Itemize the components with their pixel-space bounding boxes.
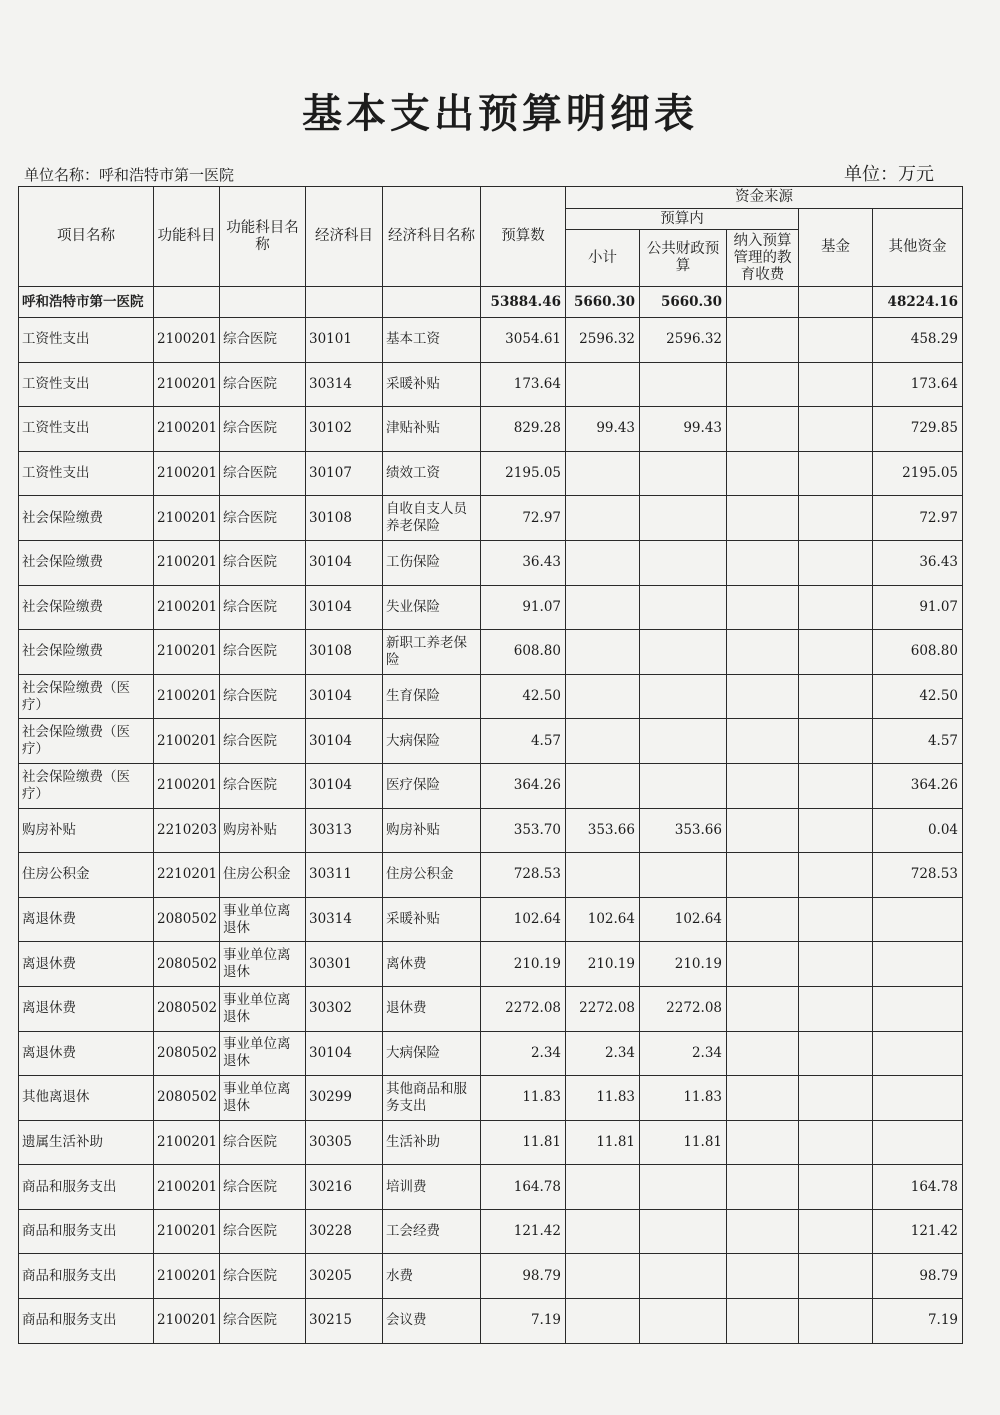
cell-budget: 210.19 (481, 942, 566, 987)
cell-other: 729.85 (873, 407, 963, 452)
cell-func-name: 事业单位离退休 (220, 986, 306, 1031)
cell-fund (799, 1165, 873, 1210)
cell-func-code: 2080502 (154, 986, 220, 1031)
cell-func-code: 2100201 (154, 362, 220, 407)
cell-edu (727, 318, 799, 363)
cell-subtotal (566, 585, 640, 630)
cell-edu (727, 540, 799, 585)
cell-subtotal (566, 763, 640, 808)
cell-subtotal (566, 1209, 640, 1254)
cell-func-code: 2080502 (154, 942, 220, 987)
cell-budget: 121.42 (481, 1209, 566, 1254)
cell-project-name: 离退休费 (19, 1031, 154, 1076)
cell-edu (727, 1254, 799, 1299)
cell-econ-code: 30301 (306, 942, 383, 987)
cell-func-name: 综合医院 (220, 1254, 306, 1299)
cell-subtotal (566, 674, 640, 719)
cell-fund (799, 1031, 873, 1076)
cell-public: 210.19 (640, 942, 727, 987)
cell-func-code: 2100201 (154, 719, 220, 764)
cell-func-name: 购房补贴 (220, 808, 306, 853)
cell-econ-code: 30104 (306, 674, 383, 719)
cell-project-name: 离退休费 (19, 897, 154, 942)
total-row (19, 287, 963, 318)
cell-project-name: 离退休费 (19, 986, 154, 1031)
cell-fund (799, 853, 873, 898)
cell-subtotal: 99.43 (566, 407, 640, 452)
header-econ-name: 经济科目名称 (383, 187, 481, 287)
cell-econ-name: 大病保险 (383, 1031, 481, 1076)
cell-fund (799, 942, 873, 987)
cell-edu (727, 942, 799, 987)
total-public: 5660.30 (640, 287, 727, 318)
cell-edu (727, 451, 799, 496)
cell-budget: 364.26 (481, 763, 566, 808)
cell-subtotal (566, 540, 640, 585)
cell-econ-code: 30104 (306, 1031, 383, 1076)
cell-fund (799, 585, 873, 630)
table-row (19, 496, 963, 541)
cell-econ-code: 30104 (306, 540, 383, 585)
table-row (19, 407, 963, 452)
cell-edu (727, 1031, 799, 1076)
header-edu: 纳入预算管理的教育收费 (727, 230, 799, 287)
cell-other (873, 1120, 963, 1165)
cell-public (640, 630, 727, 675)
cell-public (640, 1209, 727, 1254)
cell-fund (799, 362, 873, 407)
cell-edu (727, 585, 799, 630)
cell-public: 2596.32 (640, 318, 727, 363)
cell-subtotal (566, 853, 640, 898)
cell-other: 458.29 (873, 318, 963, 363)
cell-econ-code: 30314 (306, 362, 383, 407)
cell-project-name: 商品和服务支出 (19, 1165, 154, 1210)
cell-budget: 173.64 (481, 362, 566, 407)
cell-other: 173.64 (873, 362, 963, 407)
cell-public (640, 719, 727, 764)
cell-project-name: 商品和服务支出 (19, 1209, 154, 1254)
cell-subtotal (566, 630, 640, 675)
table-row (19, 1254, 963, 1299)
cell-budget: 608.80 (481, 630, 566, 675)
cell-fund (799, 451, 873, 496)
cell-func-name: 综合医院 (220, 1209, 306, 1254)
cell-econ-name: 生育保险 (383, 674, 481, 719)
cell-public (640, 674, 727, 719)
cell-budget: 102.64 (481, 897, 566, 942)
cell-econ-name: 培训费 (383, 1165, 481, 1210)
cell-subtotal: 2272.08 (566, 986, 640, 1031)
currency-unit-label: 单位：万元 (844, 164, 934, 185)
cell-edu (727, 1120, 799, 1165)
cell-other: 364.26 (873, 763, 963, 808)
cell-func-name: 综合医院 (220, 719, 306, 764)
cell-econ-code: 30101 (306, 318, 383, 363)
cell-project-name: 商品和服务支出 (19, 1254, 154, 1299)
cell-econ-name: 津贴补贴 (383, 407, 481, 452)
cell-project-name: 社会保险缴费 (19, 496, 154, 541)
table-row (19, 1209, 963, 1254)
cell-other: 42.50 (873, 674, 963, 719)
header-project: 项目名称 (19, 187, 154, 287)
cell-func-name: 综合医院 (220, 1165, 306, 1210)
cell-econ-name: 医疗保险 (383, 763, 481, 808)
cell-func-code: 2080502 (154, 1031, 220, 1076)
cell-other: 0.04 (873, 808, 963, 853)
cell-func-code: 2100201 (154, 674, 220, 719)
cell-econ-name: 工会经费 (383, 1209, 481, 1254)
cell-public (640, 362, 727, 407)
cell-project-name: 工资性支出 (19, 407, 154, 452)
cell-func-name: 综合医院 (220, 496, 306, 541)
cell-econ-code: 30104 (306, 719, 383, 764)
total-name: 呼和浩特市第一医院 (19, 287, 154, 318)
cell-public: 2.34 (640, 1031, 727, 1076)
cell-edu (727, 407, 799, 452)
cell-fund (799, 763, 873, 808)
cell-budget: 4.57 (481, 719, 566, 764)
header-other: 其他资金 (873, 209, 963, 287)
cell-public (640, 1299, 727, 1344)
cell-func-code: 2100201 (154, 318, 220, 363)
cell-public: 99.43 (640, 407, 727, 452)
cell-project-name: 社会保险缴费（医疗） (19, 674, 154, 719)
cell-func-code: 2100201 (154, 1209, 220, 1254)
cell-budget: 36.43 (481, 540, 566, 585)
cell-fund (799, 1209, 873, 1254)
cell-econ-code: 30302 (306, 986, 383, 1031)
table-row (19, 1165, 963, 1210)
cell-edu (727, 1076, 799, 1121)
table-row (19, 897, 963, 942)
cell-func-name: 综合医院 (220, 1299, 306, 1344)
cell-func-code: 2100201 (154, 585, 220, 630)
cell-econ-code: 30107 (306, 451, 383, 496)
cell-func-name: 住房公积金 (220, 853, 306, 898)
cell-budget: 3054.61 (481, 318, 566, 363)
cell-subtotal (566, 1254, 640, 1299)
cell-public (640, 1165, 727, 1210)
cell-budget: 42.50 (481, 674, 566, 719)
cell-other: 121.42 (873, 1209, 963, 1254)
cell-edu (727, 362, 799, 407)
cell-edu (727, 853, 799, 898)
cell-econ-name: 生活补助 (383, 1120, 481, 1165)
header-fund: 基金 (799, 209, 873, 287)
cell-fund (799, 1299, 873, 1344)
cell-other (873, 897, 963, 942)
cell-func-code: 2100201 (154, 630, 220, 675)
table-row (19, 630, 963, 675)
table-row (19, 318, 963, 363)
cell-fund (799, 808, 873, 853)
cell-budget: 7.19 (481, 1299, 566, 1344)
total-other: 48224.16 (873, 287, 963, 318)
header-budget: 预算数 (481, 187, 566, 287)
cell-budget: 98.79 (481, 1254, 566, 1299)
cell-other (873, 1076, 963, 1121)
cell-func-name: 综合医院 (220, 318, 306, 363)
cell-budget: 829.28 (481, 407, 566, 452)
cell-budget: 2272.08 (481, 986, 566, 1031)
total-subtotal: 5660.30 (566, 287, 640, 318)
cell-budget: 72.97 (481, 496, 566, 541)
cell-econ-name: 失业保险 (383, 585, 481, 630)
cell-func-name: 综合医院 (220, 585, 306, 630)
cell-econ-name: 采暖补贴 (383, 362, 481, 407)
cell-other (873, 942, 963, 987)
cell-budget: 164.78 (481, 1165, 566, 1210)
cell-project-name: 工资性支出 (19, 362, 154, 407)
cell-edu (727, 496, 799, 541)
cell-subtotal: 2.34 (566, 1031, 640, 1076)
cell-fund (799, 630, 873, 675)
cell-project-name: 其他离退休 (19, 1076, 154, 1121)
cell-budget: 353.70 (481, 808, 566, 853)
cell-fund (799, 318, 873, 363)
cell-func-name: 综合医院 (220, 540, 306, 585)
cell-econ-code: 30108 (306, 496, 383, 541)
cell-project-name: 商品和服务支出 (19, 1299, 154, 1344)
cell-other: 98.79 (873, 1254, 963, 1299)
cell-econ-name: 绩效工资 (383, 451, 481, 496)
cell-other: 91.07 (873, 585, 963, 630)
cell-budget: 2195.05 (481, 451, 566, 496)
cell-func-code: 2100201 (154, 1165, 220, 1210)
cell-econ-name: 离休费 (383, 942, 481, 987)
table-row (19, 986, 963, 1031)
cell-econ-code: 30216 (306, 1165, 383, 1210)
cell-project-name: 社会保险缴费 (19, 540, 154, 585)
cell-fund (799, 1254, 873, 1299)
cell-econ-code: 30299 (306, 1076, 383, 1121)
cell-other: 2195.05 (873, 451, 963, 496)
cell-subtotal (566, 451, 640, 496)
cell-other (873, 1031, 963, 1076)
cell-fund (799, 1076, 873, 1121)
cell-func-name: 综合医院 (220, 407, 306, 452)
cell-public (640, 763, 727, 808)
cell-func-name: 综合医院 (220, 630, 306, 675)
cell-subtotal: 11.83 (566, 1076, 640, 1121)
cell-budget: 11.81 (481, 1120, 566, 1165)
cell-func-name: 事业单位离退休 (220, 1031, 306, 1076)
cell-econ-code: 30313 (306, 808, 383, 853)
cell-other: 608.80 (873, 630, 963, 675)
cell-edu (727, 1209, 799, 1254)
cell-func-code: 2210203 (154, 808, 220, 853)
cell-econ-name: 退休费 (383, 986, 481, 1031)
cell-public (640, 451, 727, 496)
table-row (19, 451, 963, 496)
cell-project-name: 离退休费 (19, 942, 154, 987)
table-row (19, 808, 963, 853)
cell-func-name: 事业单位离退休 (220, 897, 306, 942)
cell-econ-code: 30228 (306, 1209, 383, 1254)
cell-econ-code: 30215 (306, 1299, 383, 1344)
cell-func-name: 综合医院 (220, 1120, 306, 1165)
cell-func-code: 2080502 (154, 1076, 220, 1121)
cell-func-code: 2210201 (154, 853, 220, 898)
cell-public (640, 1254, 727, 1299)
cell-econ-name: 住房公积金 (383, 853, 481, 898)
header-inbudget: 预算内 (566, 209, 799, 230)
cell-func-code: 2100201 (154, 407, 220, 452)
budget-table (18, 186, 963, 1344)
cell-budget: 91.07 (481, 585, 566, 630)
table-row (19, 942, 963, 987)
header-func-code: 功能科目 (154, 187, 220, 287)
cell-project-name: 购房补贴 (19, 808, 154, 853)
table-row (19, 674, 963, 719)
cell-econ-name: 基本工资 (383, 318, 481, 363)
cell-func-code: 2100201 (154, 496, 220, 541)
cell-subtotal: 11.81 (566, 1120, 640, 1165)
cell-fund (799, 496, 873, 541)
cell-econ-code: 30108 (306, 630, 383, 675)
cell-econ-code: 30311 (306, 853, 383, 898)
cell-public: 2272.08 (640, 986, 727, 1031)
cell-project-name: 工资性支出 (19, 318, 154, 363)
cell-econ-code: 30205 (306, 1254, 383, 1299)
table-row (19, 1299, 963, 1344)
cell-func-name: 事业单位离退休 (220, 942, 306, 987)
cell-other: 7.19 (873, 1299, 963, 1344)
cell-subtotal: 210.19 (566, 942, 640, 987)
cell-edu (727, 897, 799, 942)
cell-func-code: 2100201 (154, 1254, 220, 1299)
cell-subtotal: 102.64 (566, 897, 640, 942)
cell-subtotal (566, 1165, 640, 1210)
cell-econ-code: 30104 (306, 763, 383, 808)
cell-econ-code: 30102 (306, 407, 383, 452)
cell-project-name: 社会保险缴费 (19, 585, 154, 630)
cell-econ-name: 水费 (383, 1254, 481, 1299)
cell-budget: 11.83 (481, 1076, 566, 1121)
cell-subtotal (566, 362, 640, 407)
cell-project-name: 遗属生活补助 (19, 1120, 154, 1165)
cell-func-name: 综合医院 (220, 674, 306, 719)
cell-econ-name: 工伤保险 (383, 540, 481, 585)
cell-subtotal: 2596.32 (566, 318, 640, 363)
cell-func-name: 事业单位离退休 (220, 1076, 306, 1121)
cell-func-name: 综合医院 (220, 763, 306, 808)
cell-other: 72.97 (873, 496, 963, 541)
cell-budget: 728.53 (481, 853, 566, 898)
cell-project-name: 住房公积金 (19, 853, 154, 898)
cell-budget: 2.34 (481, 1031, 566, 1076)
page-title: 基本支出预算明细表 (302, 90, 698, 137)
cell-econ-name: 自收自支人员养老保险 (383, 496, 481, 541)
cell-subtotal: 353.66 (566, 808, 640, 853)
cell-public (640, 853, 727, 898)
cell-edu (727, 808, 799, 853)
table-row (19, 362, 963, 407)
table-row (19, 1076, 963, 1121)
cell-econ-name: 其他商品和服务支出 (383, 1076, 481, 1121)
cell-econ-name: 采暖补贴 (383, 897, 481, 942)
table-row (19, 540, 963, 585)
cell-func-name: 综合医院 (220, 451, 306, 496)
cell-public: 11.83 (640, 1076, 727, 1121)
cell-func-code: 2100201 (154, 1120, 220, 1165)
table-row (19, 719, 963, 764)
cell-fund (799, 897, 873, 942)
cell-other (873, 986, 963, 1031)
cell-fund (799, 407, 873, 452)
cell-project-name: 社会保险缴费 (19, 630, 154, 675)
cell-subtotal (566, 719, 640, 764)
cell-func-code: 2100201 (154, 763, 220, 808)
table-row (19, 1120, 963, 1165)
cell-econ-code: 30305 (306, 1120, 383, 1165)
cell-econ-code: 30314 (306, 897, 383, 942)
cell-other: 36.43 (873, 540, 963, 585)
total-budget: 53884.46 (481, 287, 566, 318)
cell-func-code: 2080502 (154, 897, 220, 942)
cell-fund (799, 1120, 873, 1165)
table-row (19, 585, 963, 630)
cell-public: 353.66 (640, 808, 727, 853)
cell-subtotal (566, 496, 640, 541)
cell-edu (727, 674, 799, 719)
cell-func-code: 2100201 (154, 1299, 220, 1344)
cell-edu (727, 763, 799, 808)
cell-public: 102.64 (640, 897, 727, 942)
cell-econ-name: 新职工养老保险 (383, 630, 481, 675)
cell-project-name: 社会保险缴费（医疗） (19, 763, 154, 808)
cell-func-code: 2100201 (154, 451, 220, 496)
cell-edu (727, 1165, 799, 1210)
header-func-name: 功能科目名称 (220, 187, 306, 287)
cell-other: 728.53 (873, 853, 963, 898)
cell-edu (727, 986, 799, 1031)
cell-fund (799, 719, 873, 764)
cell-edu (727, 1299, 799, 1344)
cell-edu (727, 630, 799, 675)
cell-func-code: 2100201 (154, 540, 220, 585)
cell-project-name: 工资性支出 (19, 451, 154, 496)
cell-func-name: 综合医院 (220, 362, 306, 407)
cell-other: 164.78 (873, 1165, 963, 1210)
table-row (19, 853, 963, 898)
table-row (19, 763, 963, 808)
cell-econ-name: 购房补贴 (383, 808, 481, 853)
header-public: 公共财政预算 (640, 230, 727, 287)
cell-public (640, 496, 727, 541)
cell-public: 11.81 (640, 1120, 727, 1165)
unit-name-label: 单位名称：呼和浩特市第一医院 (24, 166, 235, 184)
cell-public (640, 540, 727, 585)
cell-fund (799, 986, 873, 1031)
cell-econ-name: 会议费 (383, 1299, 481, 1344)
cell-public (640, 585, 727, 630)
cell-econ-name: 大病保险 (383, 719, 481, 764)
cell-project-name: 社会保险缴费（医疗） (19, 719, 154, 764)
cell-fund (799, 674, 873, 719)
cell-fund (799, 540, 873, 585)
header-econ-code: 经济科目 (306, 187, 383, 287)
header-source: 资金来源 (566, 187, 963, 209)
cell-edu (727, 719, 799, 764)
cell-subtotal (566, 1299, 640, 1344)
table-row (19, 1031, 963, 1076)
header-subtotal: 小计 (566, 230, 640, 287)
cell-other: 4.57 (873, 719, 963, 764)
cell-econ-code: 30104 (306, 585, 383, 630)
